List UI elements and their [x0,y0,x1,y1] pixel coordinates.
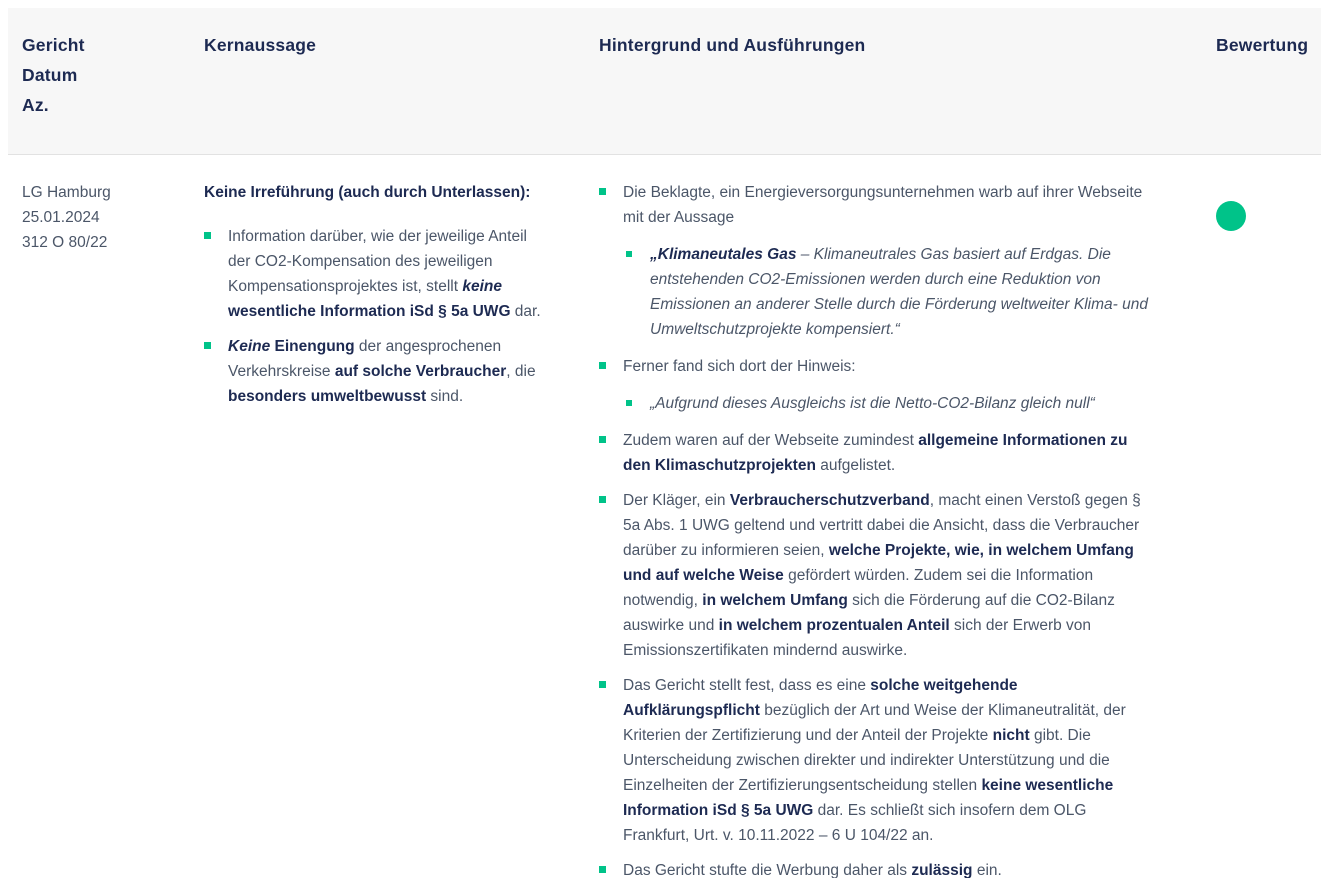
cell-bewertung [1216,180,1321,878]
kernaussage-heading: Keine Irreführung (auch durch Unterlassen): [204,184,531,201]
text-run: in welchem prozentualen Anteil [718,617,950,634]
bullet-item [599,428,1156,478]
text-line: Az. [22,95,49,115]
text-run: gefördert würden. Zudem sei die Information notwendig, [623,567,1094,609]
bullet-text [623,432,1128,474]
bullet-square-icon [599,362,606,369]
kernaussage-bullet-list [204,224,587,409]
text-run: aufgelistet. [815,457,896,474]
text-run: zulässig [911,862,973,878]
case-table [8,8,1321,878]
bullet-square-icon [599,681,606,688]
bullet-item [204,334,541,409]
bullet-text [650,395,1095,412]
column-header-hintergrund: Hintergrund und Ausführungen [599,35,866,55]
bullet-square-icon [204,232,211,239]
bullet-item [204,224,541,324]
bullet-item [599,858,1156,878]
text-run: keine [462,278,502,295]
table-header-row [8,8,1321,155]
column-header-gericht-datum-az [22,30,204,134]
text-run: der angesprochenen Verkehrskreise [228,338,502,380]
column-header-kernaussage: Kernaussage [204,35,317,55]
text-run: ein. [972,862,1002,878]
bullet-text [623,492,1141,659]
table-row [8,155,1321,878]
bullet-square-icon [626,400,632,406]
text-run: Zudem waren auf der Webseite zumindest [623,432,919,449]
green-circle-icon [1216,201,1246,231]
text-run: welche Projekte, wie, in welchem Umfang und auf welche Weise [623,542,1134,584]
text-run: dar. [510,303,541,320]
bullet-text [623,358,856,375]
text-run: besonders umweltbewusst [228,388,427,405]
bullet-square-icon [599,866,606,873]
bullet-square-icon [599,188,606,195]
text-run: „Klimaneutales Gas [650,246,797,263]
bullet-item [599,488,1156,663]
text-line: LG Hamburg [22,184,111,201]
text-run: in welchem Umfang [702,592,848,609]
text-line: 25.01.2024 [22,209,100,226]
cell-hintergrund [599,180,1216,878]
text-run: allgemeine Informationen zu den Klimaschutzprojekten [623,432,1128,474]
text-run: Verbraucherschutzverband [729,492,930,509]
text-run: Der Kläger, ein [623,492,730,509]
bullet-text [228,228,541,320]
bullet-square-icon [204,342,211,349]
text-run: sich die Förderung auf die CO2-Bilanz auswirke und [623,592,1115,634]
bullet-square-icon [599,436,606,443]
text-run: Ferner fand sich dort der Hinweis: [623,358,856,375]
text-run: sind. [426,388,464,405]
bullet-text [228,338,536,405]
text-run: auf solche Verbraucher [334,363,507,380]
text-run: Die Beklagte, ein Energieversorgungsunternehmen warb auf ihrer Webseite mit der Aussage [623,184,1143,226]
bullet-text [650,246,1148,338]
text-run: keine wesentliche Information iSd § 5a UWG [623,777,1114,819]
cell-court-date-case-number [22,180,204,878]
bullet-text [623,677,1126,844]
bullet-text [623,184,1142,226]
text-run: wesentliche Information iSd § 5a UWG [228,303,511,320]
text-run: bezüglich der Art und Weise der Klimaneutralität, der Kriterien der Zertifizierung und der Anteil der Projekte [623,702,1126,744]
text-run: dar. Es schließt sich insofern dem OLG Frankfurt, Urt. v. 10.11.2022 – 6 U 104/22 an. [623,802,1087,844]
bullet-item [599,354,1156,379]
text-run: solche weitgehende Aufklärungspflicht [623,677,1018,719]
text-line: Datum [22,65,78,85]
text-run: nicht [992,727,1030,744]
sub-bullet-item [626,242,1156,342]
bullet-text [623,862,1002,878]
hintergrund-bullet-list [599,180,1204,878]
text-run: Einengung [274,338,355,355]
bullet-square-icon [599,496,606,503]
text-run: Das Gericht stufte die Werbung daher als [623,862,912,878]
column-header-bewertung: Bewertung [1216,35,1309,55]
text-line: 312 O 80/22 [22,234,108,251]
bullet-item [599,180,1156,230]
text-run: „Aufgrund dieses Ausgleichs ist die Netto-CO2-Bilanz gleich null“ [650,395,1095,412]
sub-bullet-item [626,391,1156,416]
bullet-square-icon [626,251,632,257]
text-run: Keine [228,338,271,355]
text-run: , macht einen Verstoß gegen § 5a Abs. 1 UWG geltend und vertritt dabei die Ansicht, dass die Verbraucher darüber zu informieren seien, [623,492,1141,559]
cell-kernaussage [204,180,599,878]
text-line: Gericht [22,35,85,55]
text-run: Das Gericht stellt fest, dass es eine [623,677,871,694]
text-run: Information darüber, wie der jeweilige Anteil der CO2-Kompensation des jeweiligen Kompensationsprojektes ist, stellt [228,228,527,295]
text-run: – Klimaneutrales Gas basiert auf Erdgas. Die entstehenden CO2-Emissionen werden durch eine Reduktion von Emissionen an anderer Stelle durch die Förderung weltweiter Klima- und Umweltschutzprojekte kompensiert.“ [650,246,1148,338]
text-run: gibt. Die Unterscheidung zwischen direkter und indirekter Unterstützung und die Einzelheiten der Zertifizierungsentscheidung stellen [623,727,1110,794]
bullet-item [599,673,1156,848]
text-run: sich der Erwerb von Emissionszertifikaten mindernd auswirke. [623,617,1092,659]
text-run: , die [506,363,536,380]
